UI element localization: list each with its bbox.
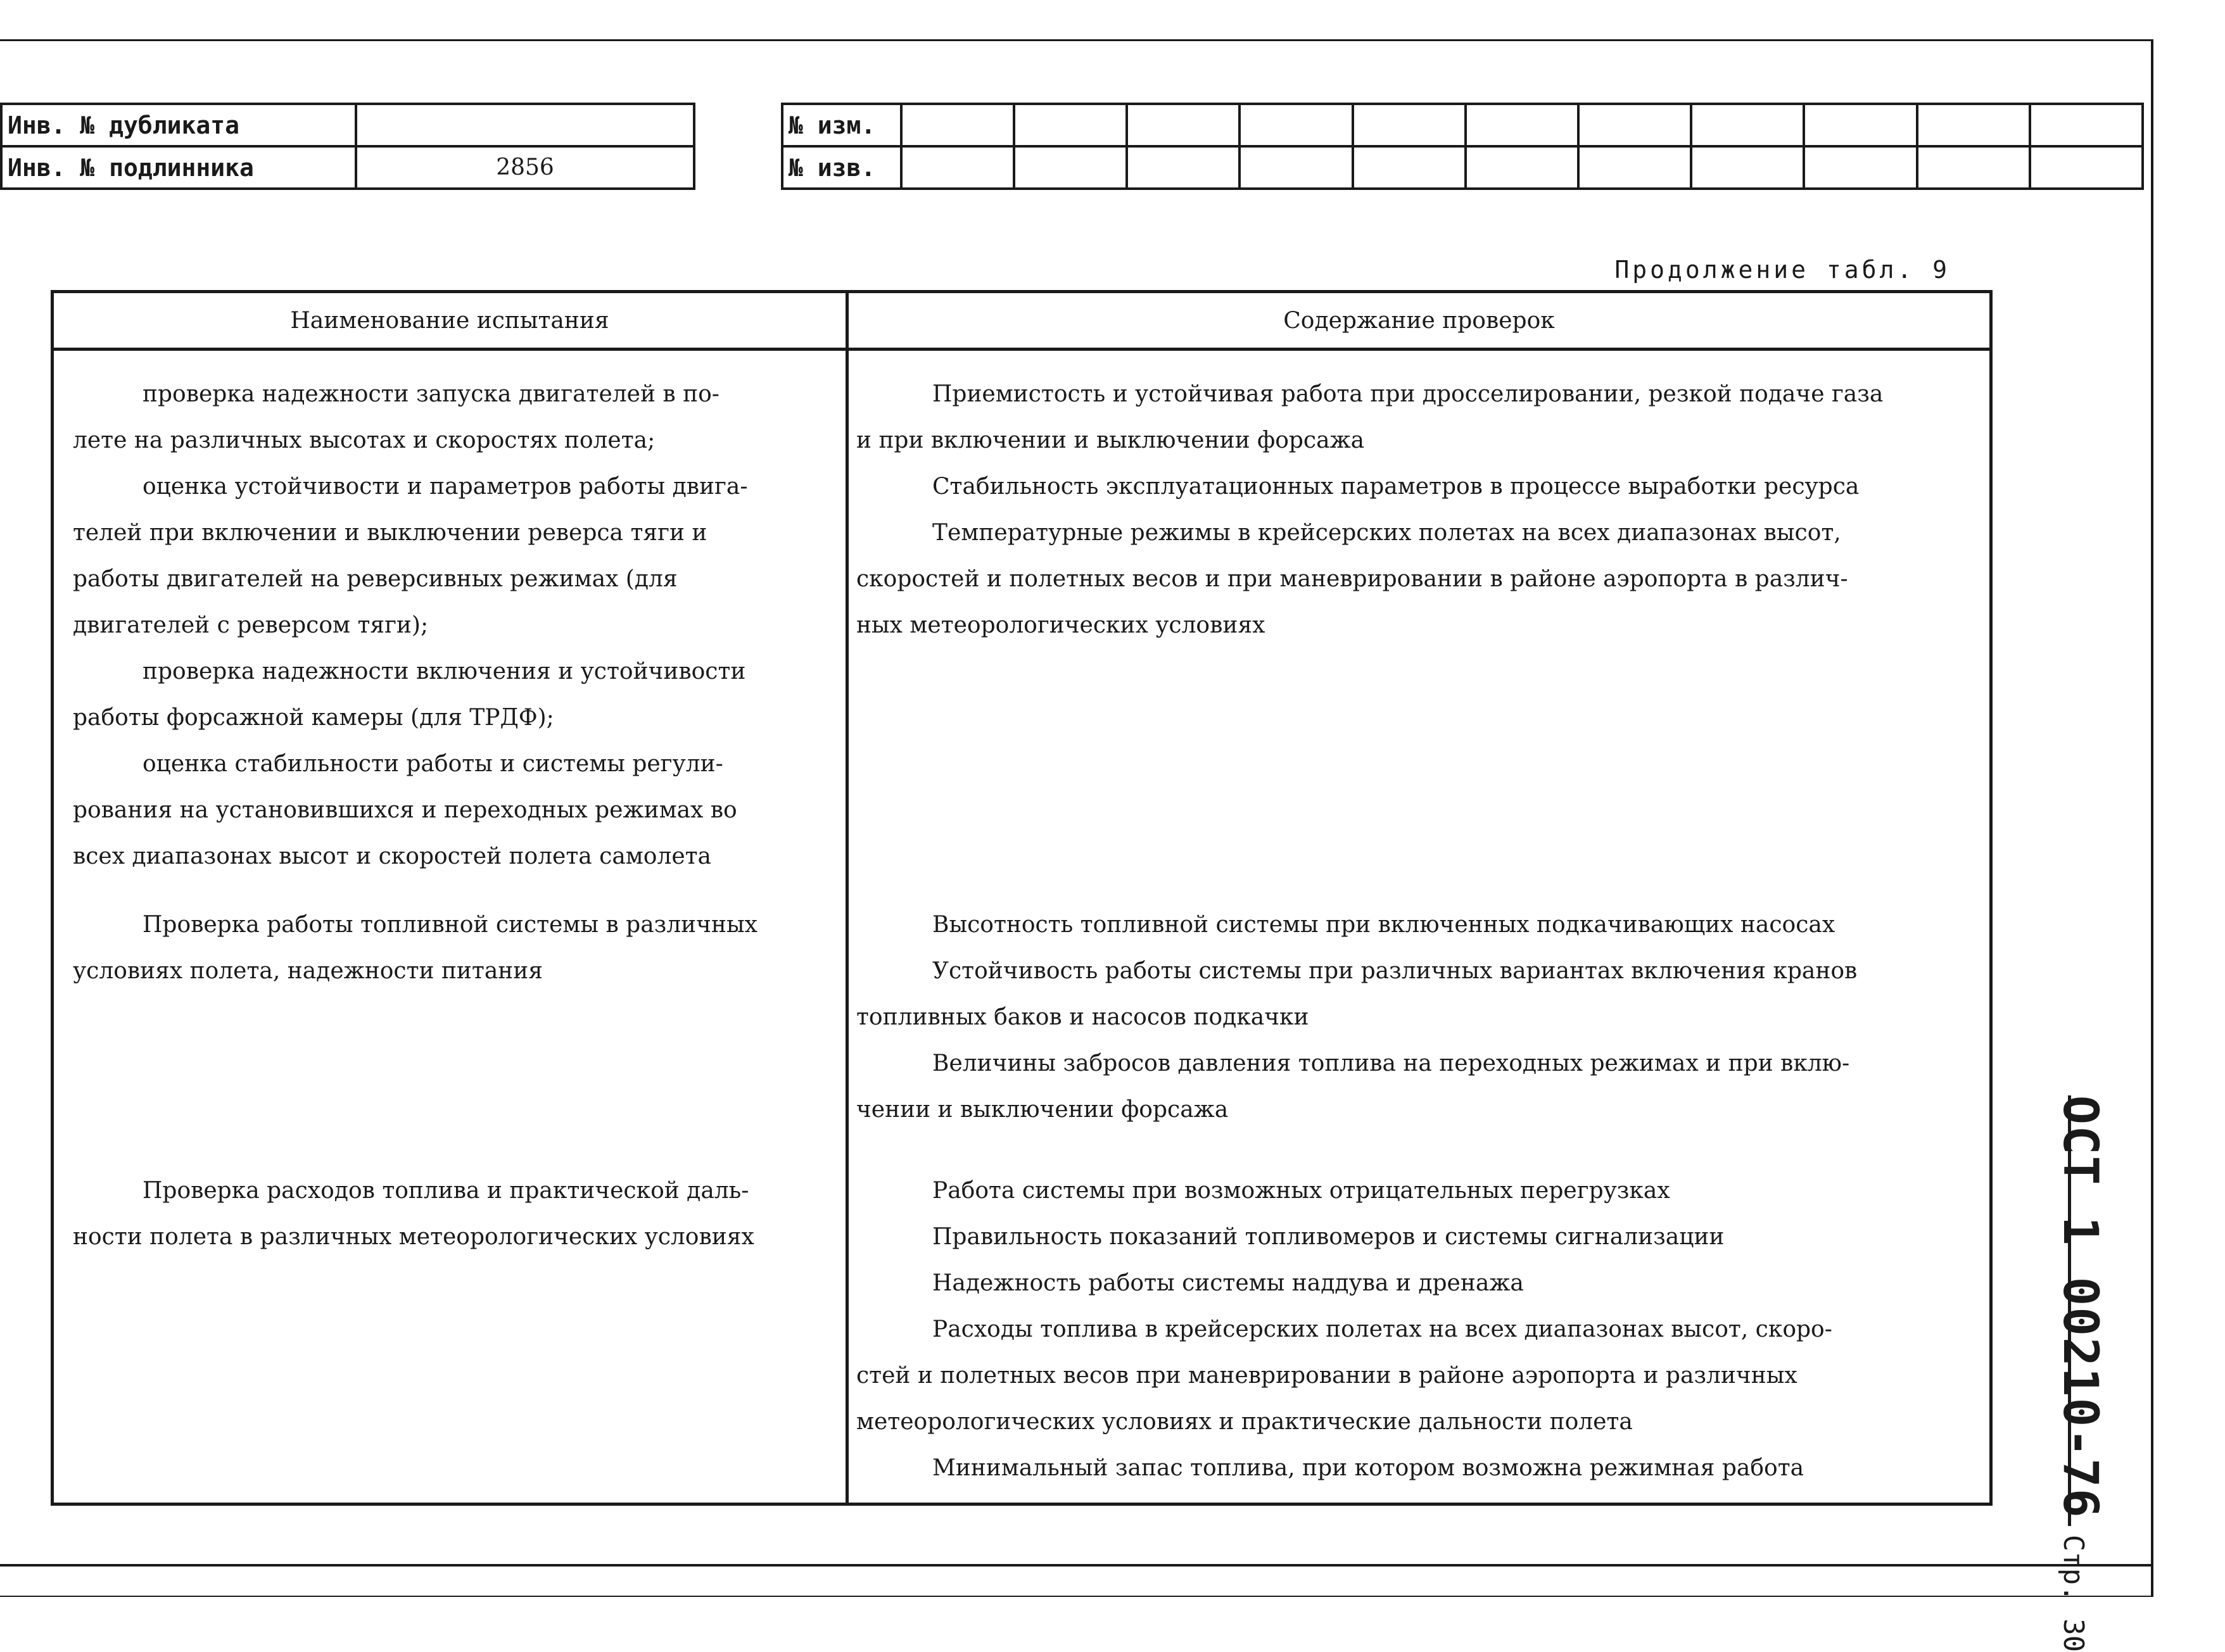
text-line: Минимальный запас топлива, при котором возможна режимная работа [932,1454,1804,1481]
notice-cell [1239,146,1352,189]
notice-number-label: № изв. [782,146,901,189]
checks-cell [847,902,1991,1168]
notice-cell [1578,146,1691,189]
notice-cell [2030,146,2143,189]
frame-bottom-border [0,1564,2153,1567]
change-cell [1917,104,2030,146]
text-line: двигателей с реверсом тяги); [73,612,429,638]
change-cell [1466,104,1578,146]
text-line: топливных баков и насосов подкачки [856,1004,1309,1030]
frame-right-border [2151,39,2153,1597]
text-line: оценка стабильности работы и системы регули- [143,751,723,777]
checks-cell [847,1168,1991,1504]
notice-cell [1014,146,1127,189]
text-line: скоростей и полетных весов и при маневрировании в районе аэропорта в различ- [856,566,1848,592]
notice-cell [1466,146,1578,189]
change-cell [1578,104,1691,146]
notice-cell [1917,146,2030,189]
checks-cell [847,350,1991,902]
notice-cell [1127,146,1239,189]
page-number: Стр. 30 [2057,1534,2089,1652]
text-line: работы двигателей на реверсивных режимах (для [73,566,678,592]
text-line: Высотность топливной системы при включенных подкачивающих насосах [932,911,1835,938]
text-line: рования на установившихся и переходных режимах во [73,797,737,823]
change-cell [1014,104,1127,146]
text-line: стей и полетных весов при маневрировании в районе аэропорта и различных [856,1362,1797,1389]
tests-table [51,290,1993,1506]
text-line: Расходы топлива в крейсерских полетах на всех диапазонах высот, скоро- [932,1316,1832,1342]
test-name-cell [53,902,847,1168]
text-line: проверка надежности запуска двигателей в по- [143,381,719,407]
duplicate-inventory-value [356,104,694,146]
change-cell [1353,104,1466,146]
text-line: проверка надежности включения и устойчивости [143,659,746,684]
text-line: всех диапазонах высот и скоростей полета самолета [73,843,712,869]
change-cell [1804,104,1917,146]
frame-bottom-border-outer [0,1596,2153,1597]
inventory-table [0,103,695,190]
original-inventory-label: Инв. № подлинника [1,146,356,189]
text-line: Величины забросов давления топлива на переходных режимах и при вклю- [932,1050,1850,1076]
text-line: метеорологических условиях и практические дальности полета [856,1408,1633,1435]
text-line: ности полета в различных метеорологических условиях [73,1223,754,1250]
text-line: Проверка работы топливной системы в различных [143,911,758,938]
text-line: ных метеорологических условиях [856,612,1265,638]
text-line: оценка устойчивости и параметров работы двига- [143,474,748,500]
change-cell [1127,104,1239,146]
text-line: Надежность работы системы наддува и дренажа [932,1270,1524,1296]
notice-cell [1691,146,1804,189]
notice-cell [901,146,1014,189]
table-row [53,1168,1991,1504]
duplicate-inventory-label: Инв. № дубликата [1,104,356,146]
text-line: Правильность показаний топливомеров и системы сигнализации [932,1223,1725,1250]
test-name-cell [53,350,847,902]
notice-cell [1804,146,1917,189]
text-line: Приемистость и устойчивая работа при дросселировании, резкой подаче газа [932,381,1884,407]
change-cell [1239,104,1352,146]
change-registry-table [781,103,2144,190]
text-line: работы форсажной камеры (для ТРДФ); [73,705,554,731]
table-continuation-caption: Продолжение табл. 9 [1614,256,1950,284]
original-inventory-value: 2856 [356,146,694,189]
text-line: чении и выключении форсажа [856,1096,1229,1123]
change-cell [901,104,1014,146]
text-line: лете на различных высотах и скоростях полета; [73,427,656,453]
change-number-label: № изм. [782,104,901,146]
text-line: телей при включении и выключении реверса тяги и [73,520,707,546]
text-line: условиях полета, надежности питания [73,957,543,984]
text-line: Температурные режимы в крейсерских полетах на всех диапазонах высот, [932,520,1841,546]
standard-code: ОСТ 1 00210-76 [2053,1095,2109,1519]
change-cell [2030,104,2143,146]
text-line: Устойчивость работы системы при различных вариантах включения кранов [932,957,1858,984]
test-name-cell [53,1168,847,1504]
text-line: и при включении и выключении форсажа [856,427,1365,453]
column-header-checks: Содержание проверок [847,292,1991,350]
text-line: Проверка расходов топлива и практической даль- [143,1177,749,1204]
column-header-test-name: Наименование испытания [53,292,847,350]
table-row [53,350,1991,902]
document-stamp [2053,1095,2109,1652]
change-cell [1691,104,1804,146]
frame-top-border [0,39,2153,41]
text-line: Работа системы при возможных отрицательных перегрузках [932,1177,1670,1204]
notice-cell [1353,146,1466,189]
text-line: Стабильность эксплуатационных параметров в процессе выработки ресурса [932,474,1860,500]
table-row [53,902,1991,1168]
